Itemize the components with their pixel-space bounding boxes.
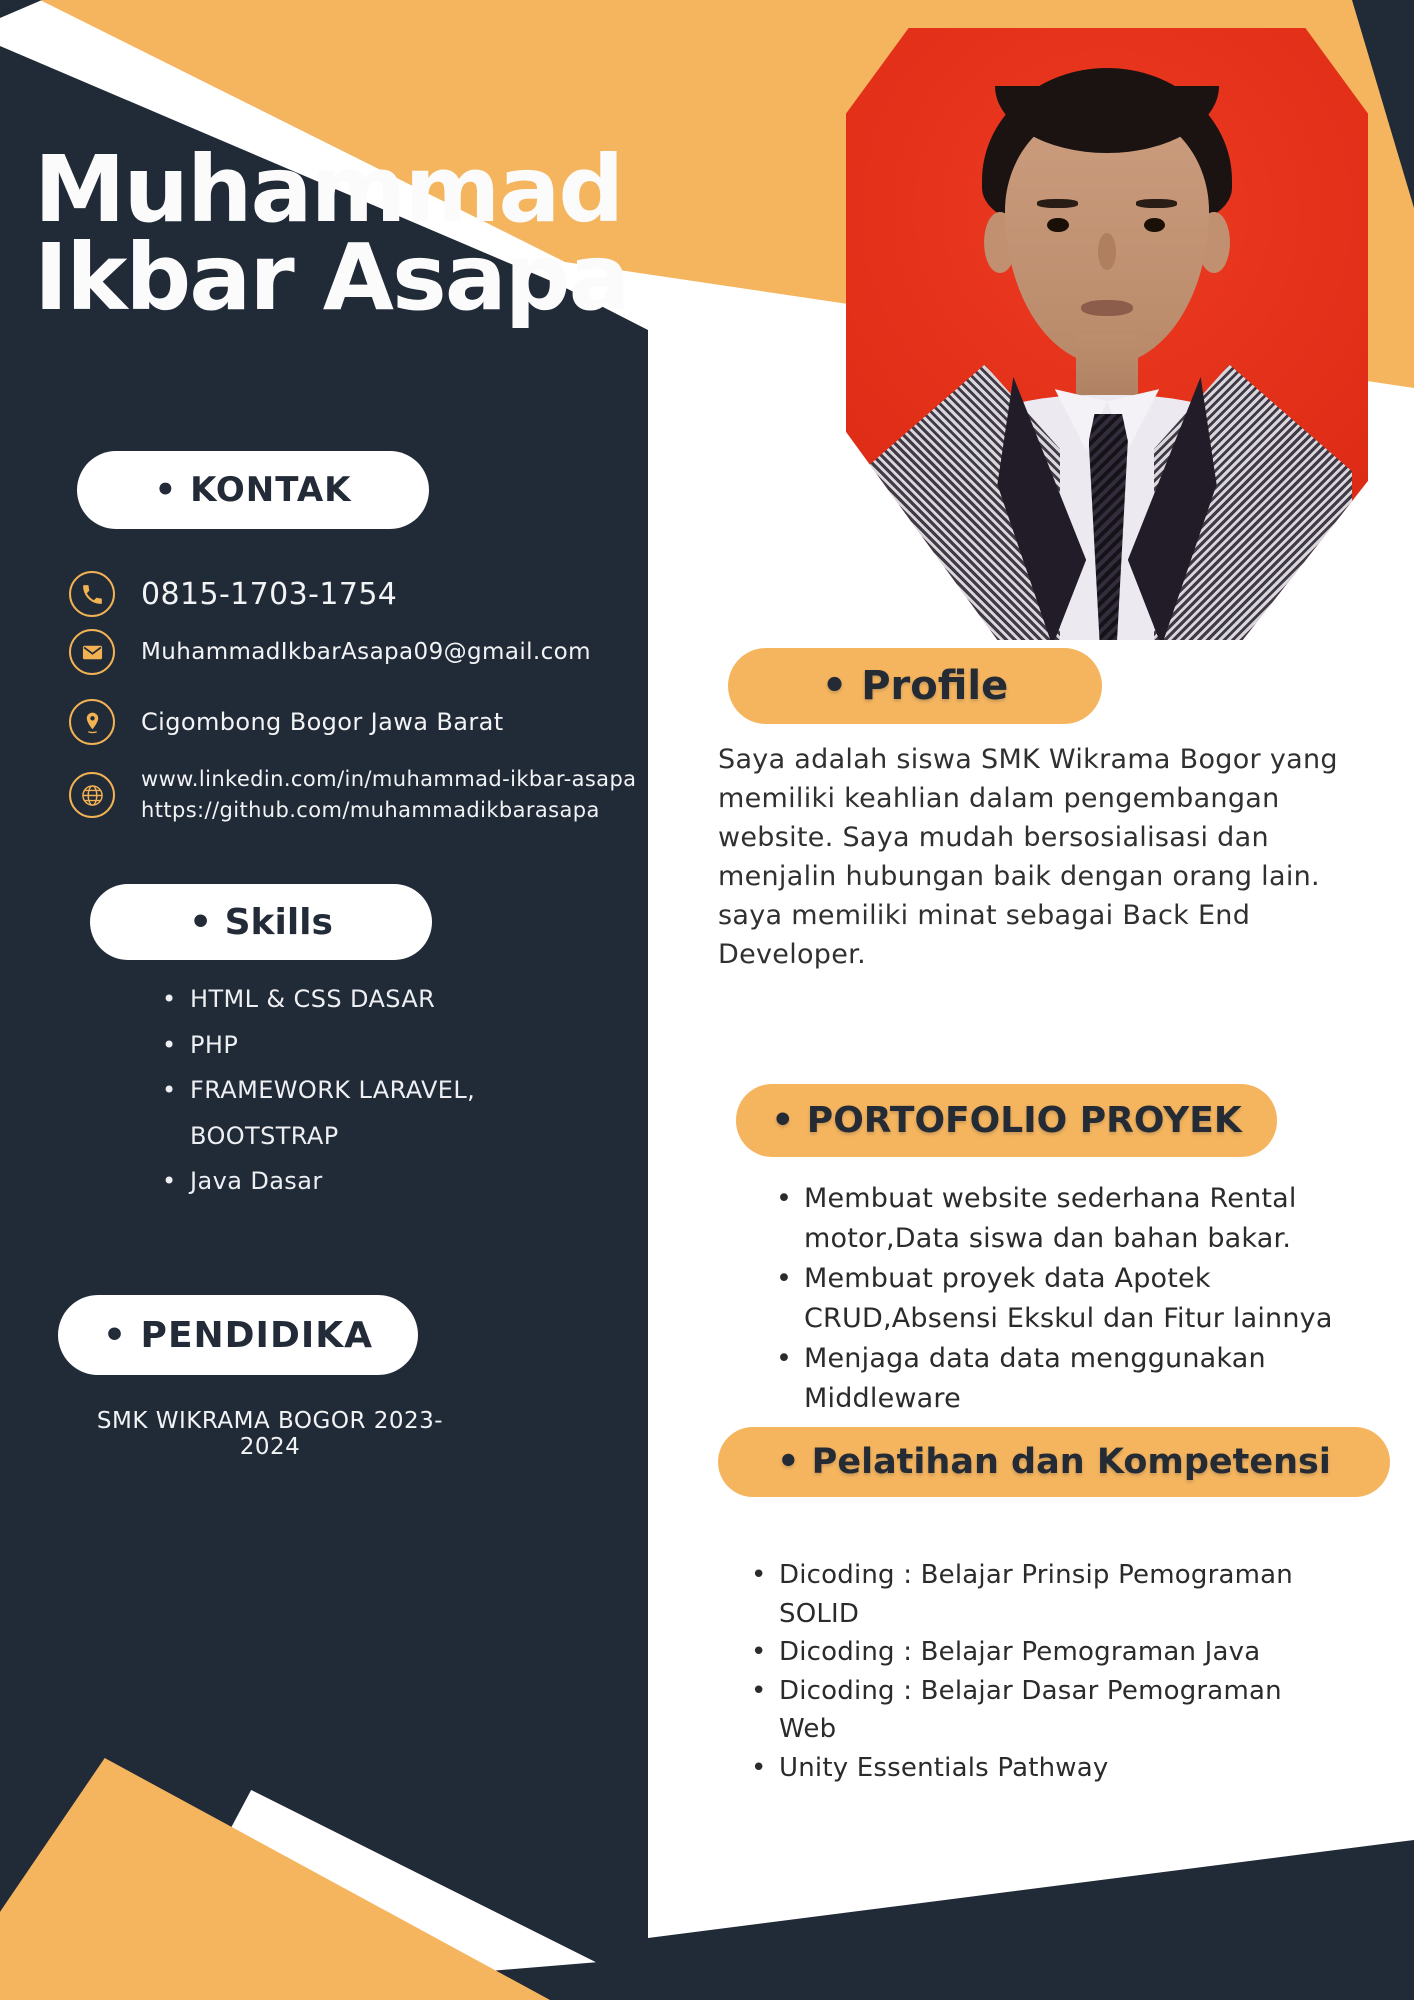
skill-line: BOOTSTRAP: [190, 1121, 339, 1150]
profile-text-line: Saya adalah siswa SMK Wikrama Bogor yang: [718, 744, 1338, 775]
website-line-1: www.linkedin.com/in/muhammad-ikbar-asapa: [141, 767, 637, 791]
profile-text-line: saya memiliki minat sebagai Back End: [718, 900, 1251, 931]
profile-text: [718, 740, 1338, 974]
pelatihan-line: • Dicoding : Belajar Dasar Pemograman: [779, 1672, 1293, 1711]
profile-text-line: Developer.: [718, 939, 866, 970]
contact-row-location: [69, 699, 504, 745]
pelatihan-line: SOLID: [779, 1598, 860, 1629]
pendidikan-detail: SMK WIKRAMA BOGOR 2023-2024: [96, 1408, 444, 1460]
portofolio-line: CRUD,Absensi Ekskul dan Fitur lainnya: [804, 1303, 1333, 1334]
profile-text-line: memiliki keahlian dalam pengembangan: [718, 783, 1280, 814]
profile-text-line: website. Saya mudah bersosialisasi dan: [718, 822, 1269, 853]
email-icon: [69, 629, 115, 675]
profile-title: • Profile: [821, 663, 1009, 709]
contact-row-email: [69, 629, 591, 675]
kontak-title: • KONTAK: [154, 470, 352, 510]
portofolio-title: • PORTOFOLIO PROYEK: [771, 1100, 1242, 1141]
pelatihan-line: • Unity Essentials Pathway: [779, 1749, 1293, 1788]
pelatihan-list: [779, 1556, 1293, 1787]
photo-nose: [1098, 233, 1116, 270]
skills-pill: [90, 884, 432, 960]
location-icon: [69, 699, 115, 745]
pelatihan-line: • Dicoding : Belajar Prinsip Pemograman: [779, 1556, 1293, 1595]
photo-eyebrow-left: [1037, 199, 1079, 208]
name-line-1: Muhammad: [34, 136, 623, 243]
name-line-2: Ikbar Asapa: [34, 224, 629, 331]
contact-row-website: [69, 767, 637, 822]
pelatihan-pill: [718, 1427, 1390, 1497]
skill-line: • HTML & CSS DASAR: [190, 977, 475, 1023]
skill-line: • PHP: [190, 1023, 475, 1069]
photo-eyebrow-right: [1136, 199, 1178, 208]
pelatihan-title: • Pelatihan dan Kompetensi: [777, 1442, 1331, 1482]
portofolio-pill: [736, 1084, 1277, 1157]
skill-line: • FRAMEWORK LARAVEL,: [190, 1068, 475, 1114]
page-title-name: [34, 136, 629, 331]
portofolio-line: • Menjaga data data menggunakan: [804, 1339, 1333, 1379]
profile-text-line: menjalin hubungan baik dengan orang lain.: [718, 861, 1320, 892]
portofolio-list: [804, 1179, 1333, 1419]
phone-icon: [69, 571, 115, 617]
profile-pill: [728, 648, 1102, 724]
pelatihan-line: Web: [779, 1714, 837, 1744]
photo-mouth: [1081, 300, 1133, 316]
skills-list: [190, 977, 475, 1205]
portofolio-line: • Membuat proyek data Apotek: [804, 1259, 1333, 1299]
website-line-2: https://github.com/muhammadikbarasapa: [141, 798, 600, 822]
portofolio-line: • Membuat website sederhana Rental: [804, 1179, 1333, 1219]
portofolio-line: Middleware: [804, 1383, 961, 1414]
skill-line: • Java Dasar: [190, 1159, 475, 1205]
website-text: [141, 764, 636, 826]
phone-text: 0815-1703-1754: [141, 576, 398, 612]
contact-row-phone: [69, 571, 397, 617]
pelatihan-line: • Dicoding : Belajar Pemograman Java: [779, 1633, 1293, 1672]
globe-icon: [69, 772, 115, 818]
location-text: Cigombong Bogor Jawa Barat: [141, 708, 504, 736]
kontak-pill: [77, 451, 429, 529]
profile-photo: [846, 28, 1368, 640]
email-text: MuhammadIkbarAsapa09@gmail.com: [141, 639, 591, 665]
pendidikan-title: • PENDIDIKA: [103, 1314, 373, 1356]
skills-title: • Skills: [189, 901, 333, 943]
portofolio-line: motor,Data siswa dan bahan bakar.: [804, 1223, 1292, 1254]
pendidikan-pill: [58, 1295, 418, 1375]
